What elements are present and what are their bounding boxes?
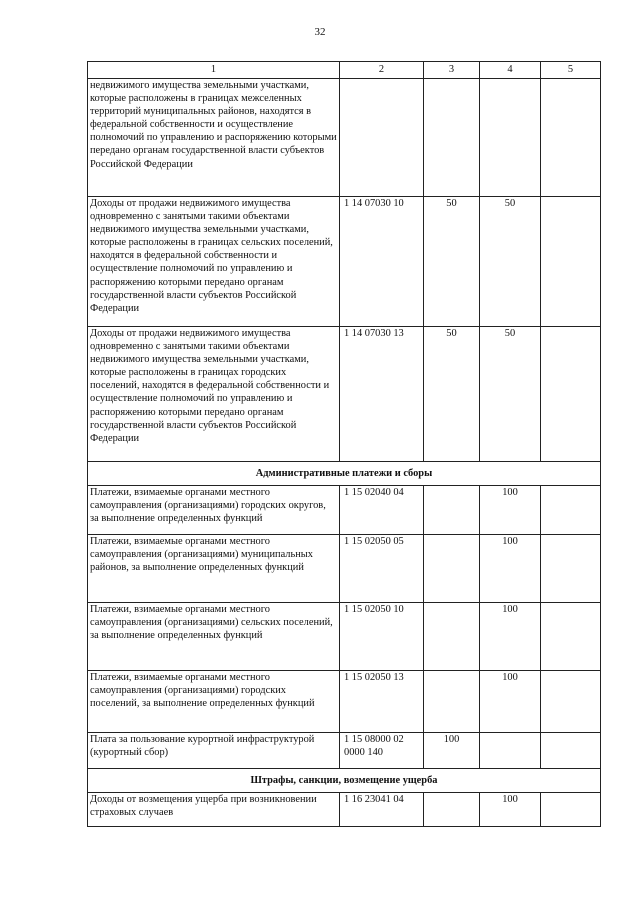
column-5-cell — [541, 327, 601, 462]
column-4-cell — [480, 79, 541, 197]
column-5-cell — [541, 535, 601, 603]
column-4-cell: 100 — [480, 535, 541, 603]
column-5-cell — [541, 486, 601, 535]
column-4-cell: 50 — [480, 327, 541, 462]
code-cell: 1 14 07030 10 — [340, 197, 424, 327]
column-5-cell — [541, 793, 601, 827]
column-5-cell — [541, 79, 601, 197]
header-cell-4: 4 — [480, 62, 541, 79]
code-cell: 1 14 07030 13 — [340, 327, 424, 462]
table-header-row — [88, 62, 601, 79]
description-cell: Платежи, взимаемые органами местного самоуправления (организациями) муниципальных районов, за выполнение определенных функций — [88, 535, 340, 603]
column-3-cell — [424, 793, 480, 827]
column-5-cell — [541, 603, 601, 671]
column-4-cell: 100 — [480, 603, 541, 671]
column-3-cell: 100 — [424, 733, 480, 769]
table-row — [88, 486, 601, 535]
code-cell: 1 15 02050 13 — [340, 671, 424, 733]
section-title: Административные платежи и сборы — [88, 462, 601, 486]
column-5-cell — [541, 197, 601, 327]
description-cell: Доходы от продажи недвижимого имущества одновременно с занятыми такими объектами недвижимого имущества земельными участками, которые расположены в границах городских поселений, находятся в федеральной собственности и осуществление полномочий по управлению и распоряжению которыми передано органам государственной власти субъектов Российской Федерации — [88, 327, 340, 462]
column-4-cell: 100 — [480, 486, 541, 535]
table-body — [88, 62, 601, 827]
column-4-cell: 100 — [480, 793, 541, 827]
table-row — [88, 733, 601, 769]
description-cell: Платежи, взимаемые органами местного самоуправления (организациями) городских поселений, за выполнение определенных функций — [88, 671, 340, 733]
column-3-cell — [424, 535, 480, 603]
code-cell: 1 16 23041 04 — [340, 793, 424, 827]
table-row — [88, 197, 601, 327]
page-number: 32 — [314, 26, 326, 38]
header-cell-5: 5 — [541, 62, 601, 79]
section-title: Штрафы, санкции, возмещение ущерба — [88, 769, 601, 793]
column-3-cell: 50 — [424, 327, 480, 462]
column-4-cell: 50 — [480, 197, 541, 327]
section-header-row — [88, 462, 601, 486]
code-cell: 1 15 02050 10 — [340, 603, 424, 671]
table-row — [88, 79, 601, 197]
revenue-table — [87, 61, 601, 827]
column-3-cell — [424, 671, 480, 733]
column-3-cell: 50 — [424, 197, 480, 327]
description-cell: недвижимого имущества земельными участками, которые расположены в границах межселенных территорий муниципальных районов, находятся в федеральной собственности и осуществление полномочий по управлению и распоряжению которыми передано органам государственной власти субъектов Российской Федерации — [88, 79, 340, 197]
table-row — [88, 327, 601, 462]
description-cell: Доходы от продажи недвижимого имущества одновременно с занятыми такими объектами недвижимого имущества земельными участками, которые расположены в границах сельских поселений, находятся в федеральной собственности и осуществление полномочий по управлению и распоряжению которыми передано органам государственной власти субъектов Российской Федерации — [88, 197, 340, 327]
table-row — [88, 671, 601, 733]
table-row — [88, 603, 601, 671]
header-cell-2: 2 — [340, 62, 424, 79]
description-cell: Доходы от возмещения ущерба при возникновении страховых случаев — [88, 793, 340, 827]
code-cell — [340, 79, 424, 197]
column-5-cell — [541, 733, 601, 769]
column-3-cell — [424, 79, 480, 197]
header-cell-1: 1 — [88, 62, 340, 79]
code-cell: 1 15 08000 02 0000 140 — [340, 733, 424, 769]
description-cell: Плата за пользование курортной инфраструктурой (курортный сбор) — [88, 733, 340, 769]
column-5-cell — [541, 671, 601, 733]
code-cell: 1 15 02050 05 — [340, 535, 424, 603]
column-4-cell: 100 — [480, 671, 541, 733]
column-4-cell — [480, 733, 541, 769]
code-cell: 1 15 02040 04 — [340, 486, 424, 535]
description-cell: Платежи, взимаемые органами местного самоуправления (организациями) сельских поселений, за выполнение определенных функций — [88, 603, 340, 671]
table-row — [88, 793, 601, 827]
column-3-cell — [424, 486, 480, 535]
description-cell: Платежи, взимаемые органами местного самоуправления (организациями) городских округов, за выполнение определенных функций — [88, 486, 340, 535]
column-3-cell — [424, 603, 480, 671]
table-row — [88, 535, 601, 603]
header-cell-3: 3 — [424, 62, 480, 79]
section-header-row — [88, 769, 601, 793]
